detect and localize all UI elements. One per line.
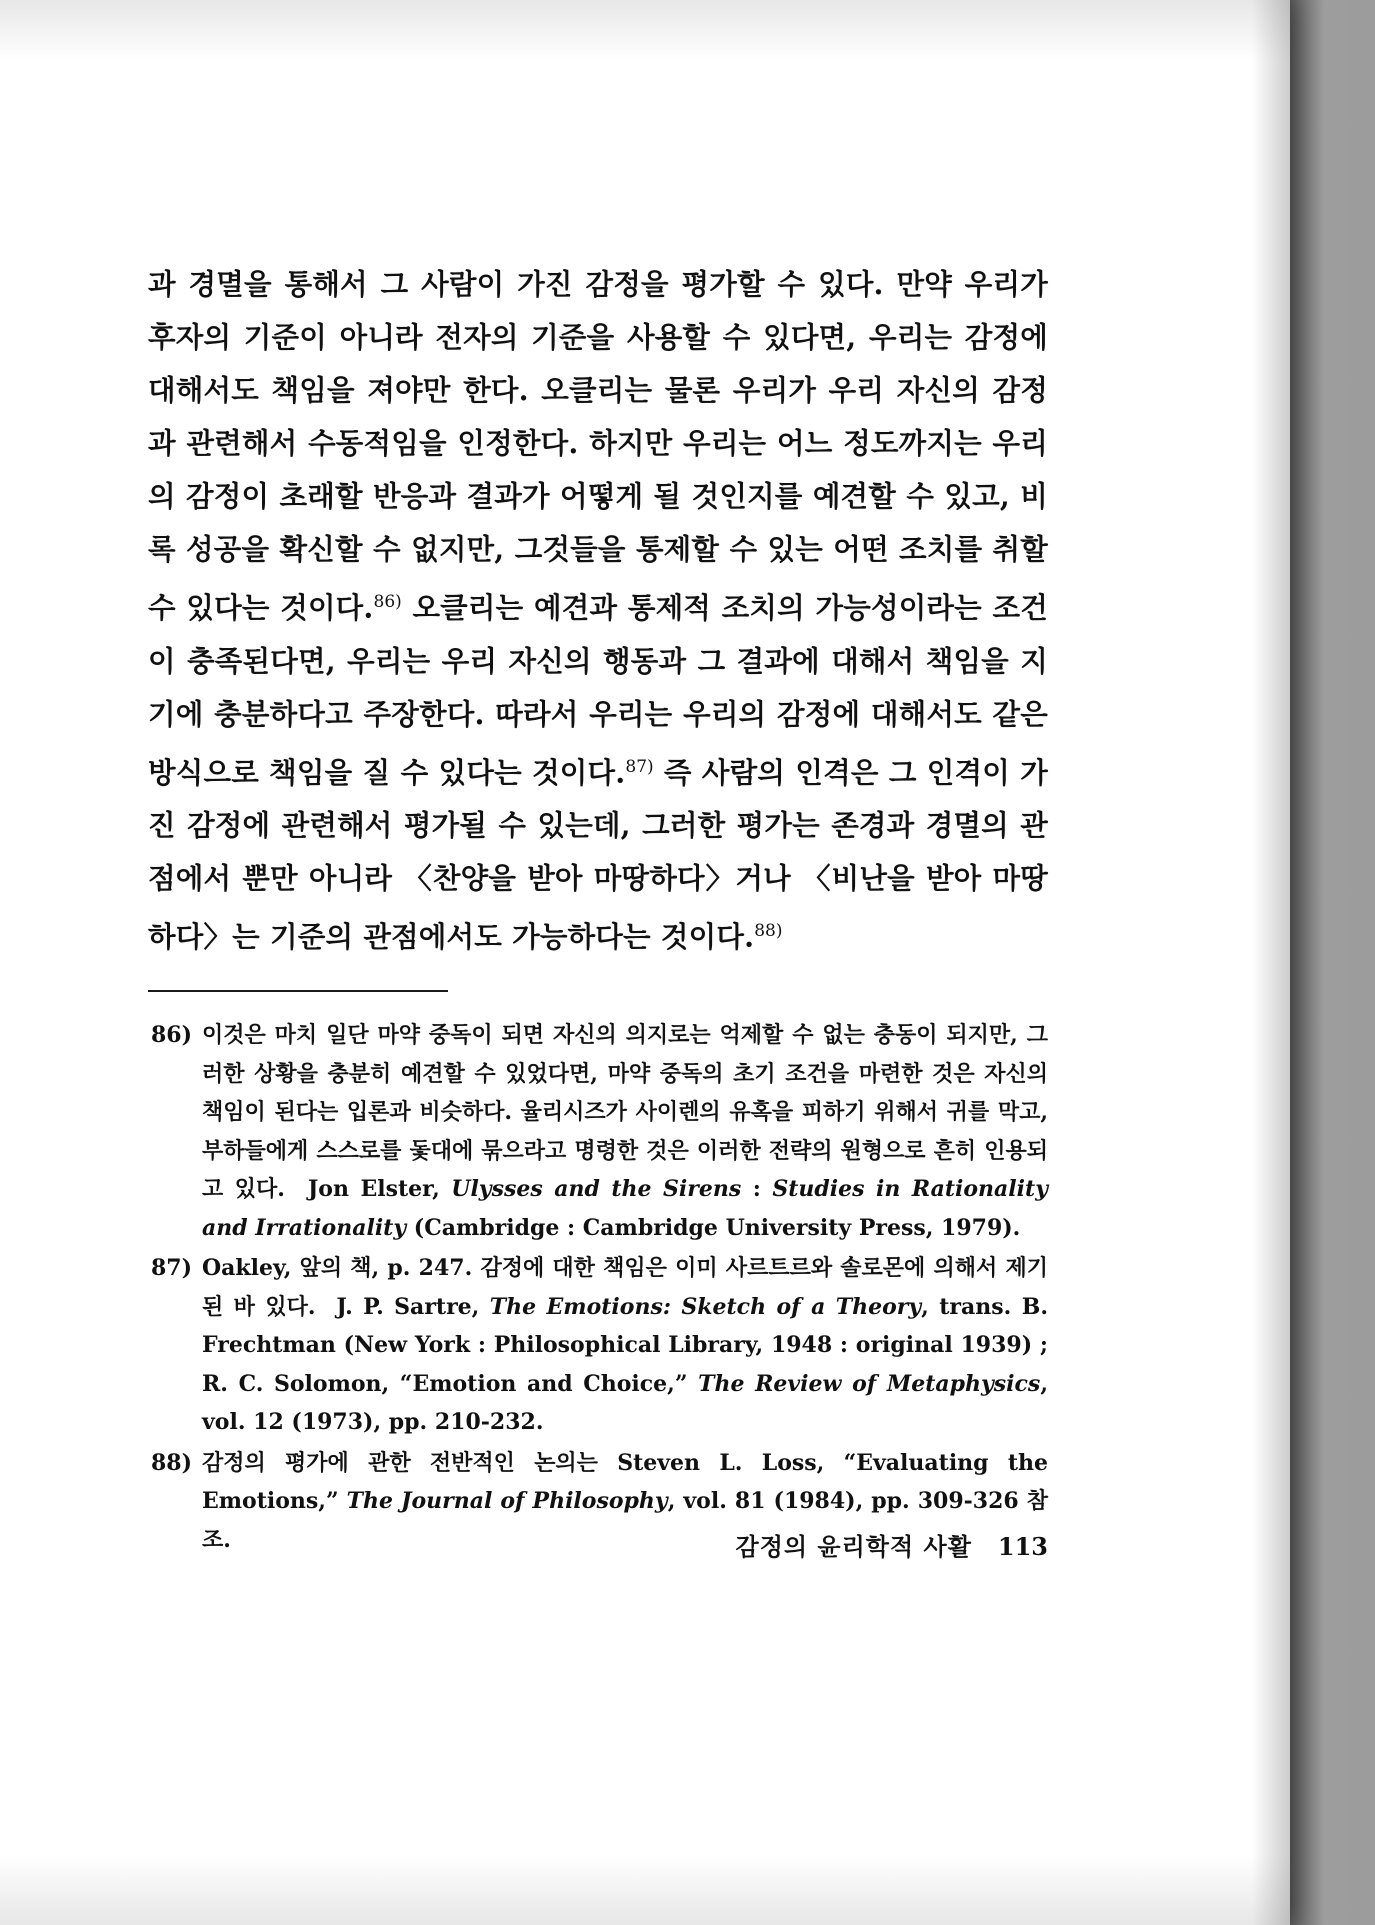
footer-title: 감정의 윤리학적 사활: [735, 1532, 972, 1561]
page-bottom-shading: [0, 1855, 1290, 1925]
footnote-separator-rule: [148, 990, 448, 992]
body-text-column: [148, 258, 1048, 964]
footnote-text: Oakley, 앞의 책, p. 247. 감정에 대한 책임은 이미 사르트르와 솔로몬에 의해서 제기된 바 있다. J. P. Sartre, The Emotions: Sketch of a Theory, trans. B. Frechtman (New York : Philosophical Library, 1948 : original 1939) ; R. C. Solomon, “Emotion and Choice,” The Review of Metaphysics, vol. 12 (1973), pp. 210-232.: [202, 1255, 1048, 1435]
footnote-item: [148, 1249, 1048, 1442]
footnote-number: 86): [150, 1022, 192, 1048]
page-number: 113: [997, 1532, 1048, 1561]
page-right-edge-shading: [1252, 0, 1290, 1925]
footnote-item: [148, 1016, 1048, 1247]
footnote-text: 이것은 마치 일단 마약 중독이 되면 자신의 의지로는 억제할 수 없는 충동이 되지만, 그러한 상황을 충분히 예견할 수 있었다면, 마약 중독의 초기 조건을 마련한 것은 자신의 책임이 된다는 입론과 비슷하다. 율리시즈가 사이렌의 유혹을 피하기 위해서 귀를 막고, 부하들에게 스스로를 돛대에 묶으라고 명령한 것은 이러한 전략의 원형으로 흔히 인용되고 있다. Jon Elster, Ulysses and the Sirens : Studies in Rationality and Irrationality (Cambridge : Cambridge University Press, 1979).: [202, 1022, 1048, 1241]
page-top-shading: [0, 0, 1290, 60]
footnote-text: 감정의 평가에 관한 전반적인 논의는 Steven L. Loss, “Evaluating the Emotions,” The Journal of Philosophy, vol. 81 (1984), pp. 309-326 참조.: [202, 1449, 1048, 1553]
page-outer-shadow: [1290, 0, 1324, 1925]
body-paragraph: 과 경멸을 통해서 그 사람이 가진 감정을 평가할 수 있다. 만약 우리가 후자의 기준이 아니라 전자의 기준을 사용할 수 있다면, 우리는 감정에 대해서도 책임을 져야만 한다. 오클리는 물론 우리가 우리 자신의 감정과 관련해서 수동적임을 인정한다. 하지만 우리는 어느 정도까지는 우리의 감정이 초래할 반응과 결과가 어떻게 될 것인지를 예견할 수 있고, 비록 성공을 확신할 수 없지만, 그것들을 통제할 수 있는 어떤 조치를 취할 수 있다는 것이다.$^{86)}$ 오클리는 예견과 통제적 조치의 가능성이라는 조건이 충족된다면, 우리는 우리 자신의 행동과 그 결과에 대해서 책임을 지기에 충분하다고 주장한다. 따라서 우리는 우리의 감정에 대해서도 같은 방식으로 책임을 질 수 있다는 것이다.$^{87)}$ 즉 사람의 인격은 그 인격이 가진 감정에 관련해서 평가될 수 있는데, 그러한 평가는 존경과 경멸의 관점에서 뿐만 아니라 〈찬양을 받아 마땅하다〉거나 〈비난을 받아 마땅하다〉는 기준의 관점에서도 가능하다는 것이다.$^{88)}$: [148, 267, 1048, 954]
footnote-list: [148, 1016, 1048, 1561]
footnote-number: 88): [150, 1449, 192, 1476]
running-footer: [148, 1527, 1048, 1562]
footnote-number: 87): [150, 1255, 192, 1281]
